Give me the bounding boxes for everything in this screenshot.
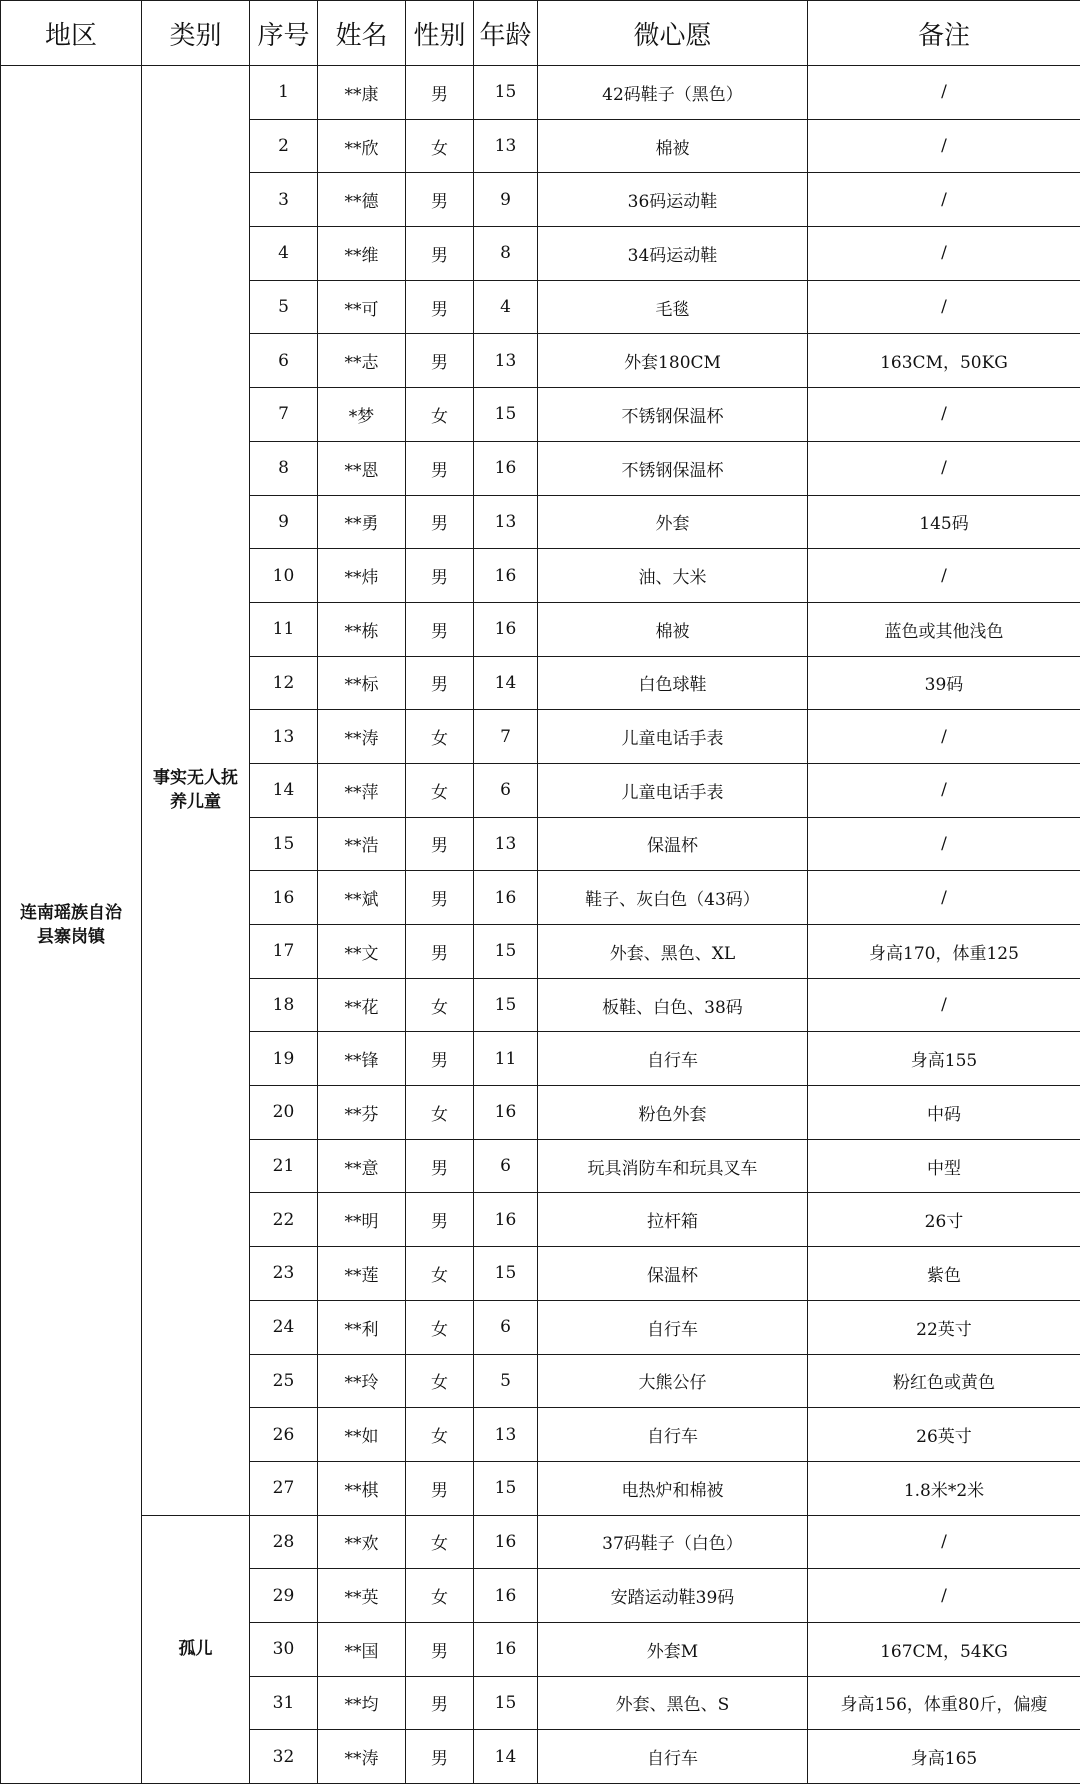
cell-name: **康: [318, 66, 406, 120]
cell-age: 16: [474, 441, 538, 495]
cell-name: **莲: [318, 1247, 406, 1301]
cell-gender: 男: [406, 1730, 474, 1784]
cell-gender: 女: [406, 1569, 474, 1623]
cell-gender: 女: [406, 978, 474, 1032]
cell-index: 12: [250, 656, 318, 710]
cell-gender: 女: [406, 119, 474, 173]
cell-age: 9: [474, 173, 538, 227]
cell-index: 11: [250, 602, 318, 656]
cell-name: **浩: [318, 817, 406, 871]
cell-wish: 儿童电话手表: [538, 763, 808, 817]
header-row: [1, 1, 1080, 66]
cell-age: 7: [474, 710, 538, 764]
cell-remark: /: [808, 66, 1080, 120]
cell-remark: /: [808, 388, 1080, 442]
cell-index: 26: [250, 1408, 318, 1462]
cell-name: **如: [318, 1408, 406, 1462]
cell-remark: 26寸: [808, 1193, 1080, 1247]
cell-name: **意: [318, 1139, 406, 1193]
cell-remark: /: [808, 227, 1080, 281]
cell-gender: 男: [406, 280, 474, 334]
cell-remark: 蓝色或其他浅色: [808, 602, 1080, 656]
cell-gender: 男: [406, 1032, 474, 1086]
cell-gender: 女: [406, 388, 474, 442]
cell-age: 13: [474, 1408, 538, 1462]
cell-age: 16: [474, 1569, 538, 1623]
cell-age: 11: [474, 1032, 538, 1086]
cell-wish: 42码鞋子（黑色）: [538, 66, 808, 120]
cell-gender: 男: [406, 173, 474, 227]
cell-wish: 不锈钢保温杯: [538, 388, 808, 442]
cell-gender: 男: [406, 66, 474, 120]
cell-age: 14: [474, 1730, 538, 1784]
header-remark: 备注: [808, 1, 1080, 66]
cell-index: 7: [250, 388, 318, 442]
cell-remark: 身高156，体重80斤，偏瘦: [808, 1676, 1080, 1730]
cell-name: **锋: [318, 1032, 406, 1086]
cell-name: **芬: [318, 1086, 406, 1140]
cell-wish: 棉被: [538, 602, 808, 656]
cell-gender: 女: [406, 1300, 474, 1354]
cell-name: **勇: [318, 495, 406, 549]
header-category: 类别: [142, 1, 250, 66]
cell-age: 13: [474, 495, 538, 549]
cell-wish: 外套、黑色、S: [538, 1676, 808, 1730]
cell-age: 15: [474, 1247, 538, 1301]
cell-age: 16: [474, 602, 538, 656]
cell-wish: 板鞋、白色、38码: [538, 978, 808, 1032]
cell-name: **棋: [318, 1461, 406, 1515]
cell-name: **均: [318, 1676, 406, 1730]
cell-age: 15: [474, 388, 538, 442]
cell-name: **恩: [318, 441, 406, 495]
cell-remark: 中码: [808, 1086, 1080, 1140]
cell-wish: 粉色外套: [538, 1086, 808, 1140]
cell-gender: 男: [406, 1139, 474, 1193]
cell-index: 24: [250, 1300, 318, 1354]
category-cell: [142, 1515, 250, 1783]
cell-age: 15: [474, 1461, 538, 1515]
cell-age: 6: [474, 1300, 538, 1354]
cell-index: 6: [250, 334, 318, 388]
cell-remark: 145码: [808, 495, 1080, 549]
region-line: 县寨岗镇: [37, 926, 105, 947]
cell-remark: 身高155: [808, 1032, 1080, 1086]
cell-name: **炜: [318, 549, 406, 603]
cell-wish: 不锈钢保温杯: [538, 441, 808, 495]
cell-remark: 身高165: [808, 1730, 1080, 1784]
cell-index: 2: [250, 119, 318, 173]
cell-remark: 26英寸: [808, 1408, 1080, 1462]
cell-wish: 自行车: [538, 1300, 808, 1354]
cell-age: 5: [474, 1354, 538, 1408]
cell-gender: 男: [406, 1461, 474, 1515]
cell-wish: 34码运动鞋: [538, 227, 808, 281]
cell-index: 22: [250, 1193, 318, 1247]
table-row: [1, 1515, 1080, 1569]
cell-index: 8: [250, 441, 318, 495]
header-index: 序号: [250, 1, 318, 66]
category-cell: [142, 66, 250, 1516]
cell-age: 4: [474, 280, 538, 334]
cell-index: 1: [250, 66, 318, 120]
cell-remark: 163CM，50KG: [808, 334, 1080, 388]
cell-remark: 紫色: [808, 1247, 1080, 1301]
cell-remark: 22英寸: [808, 1300, 1080, 1354]
cell-name: **涛: [318, 1730, 406, 1784]
cell-index: 14: [250, 763, 318, 817]
cell-gender: 男: [406, 549, 474, 603]
header-age: 年龄: [474, 1, 538, 66]
header-wish: 微心愿: [538, 1, 808, 66]
cell-gender: 女: [406, 1354, 474, 1408]
cell-gender: 男: [406, 602, 474, 656]
cell-index: 28: [250, 1515, 318, 1569]
cell-age: 15: [474, 1676, 538, 1730]
cell-wish: 儿童电话手表: [538, 710, 808, 764]
cell-remark: /: [808, 173, 1080, 227]
region-line: 连南瑶族自治: [20, 902, 122, 923]
cell-remark: /: [808, 1515, 1080, 1569]
cell-gender: 女: [406, 1408, 474, 1462]
cell-index: 5: [250, 280, 318, 334]
cell-name: **德: [318, 173, 406, 227]
cell-age: 16: [474, 549, 538, 603]
cell-name: **明: [318, 1193, 406, 1247]
cell-age: 8: [474, 227, 538, 281]
cell-remark: /: [808, 1569, 1080, 1623]
cell-index: 13: [250, 710, 318, 764]
cell-wish: 36码运动鞋: [538, 173, 808, 227]
cell-index: 21: [250, 1139, 318, 1193]
cell-remark: 1.8米*2米: [808, 1461, 1080, 1515]
cell-name: **花: [318, 978, 406, 1032]
cell-wish: 白色球鞋: [538, 656, 808, 710]
cell-index: 31: [250, 1676, 318, 1730]
cell-index: 3: [250, 173, 318, 227]
cell-gender: 女: [406, 710, 474, 764]
cell-name: **文: [318, 925, 406, 979]
cell-index: 19: [250, 1032, 318, 1086]
cell-age: 16: [474, 1193, 538, 1247]
cell-gender: 男: [406, 817, 474, 871]
cell-age: 16: [474, 1622, 538, 1676]
cell-wish: 玩具消防车和玩具叉车: [538, 1139, 808, 1193]
cell-remark: /: [808, 817, 1080, 871]
cell-index: 23: [250, 1247, 318, 1301]
cell-gender: 男: [406, 1676, 474, 1730]
header-name: 姓名: [318, 1, 406, 66]
cell-remark: 身高170，体重125: [808, 925, 1080, 979]
cell-wish: 外套180CM: [538, 334, 808, 388]
cell-age: 16: [474, 1515, 538, 1569]
cell-gender: 女: [406, 1515, 474, 1569]
cell-wish: 自行车: [538, 1730, 808, 1784]
table-row: [1, 66, 1080, 120]
cell-wish: 鞋子、灰白色（43码）: [538, 871, 808, 925]
cell-name: **志: [318, 334, 406, 388]
cell-wish: 毛毯: [538, 280, 808, 334]
cell-wish: 外套M: [538, 1622, 808, 1676]
cell-gender: 女: [406, 1247, 474, 1301]
cell-wish: 安踏运动鞋39码: [538, 1569, 808, 1623]
region-cell: [1, 66, 142, 1784]
header-region: 地区: [1, 1, 142, 66]
cell-wish: 油、大米: [538, 549, 808, 603]
category-line: 孤儿: [178, 1639, 213, 1660]
cell-remark: 粉红色或黄色: [808, 1354, 1080, 1408]
cell-wish: 保温杯: [538, 817, 808, 871]
cell-wish: 自行车: [538, 1032, 808, 1086]
cell-remark: 中型: [808, 1139, 1080, 1193]
cell-name: **栋: [318, 602, 406, 656]
cell-gender: 男: [406, 495, 474, 549]
cell-gender: 男: [406, 656, 474, 710]
cell-remark: /: [808, 763, 1080, 817]
cell-index: 20: [250, 1086, 318, 1140]
header-gender: 性别: [406, 1, 474, 66]
cell-remark: /: [808, 280, 1080, 334]
cell-gender: 男: [406, 227, 474, 281]
cell-age: 15: [474, 978, 538, 1032]
cell-name: *梦: [318, 388, 406, 442]
cell-name: **萍: [318, 763, 406, 817]
cell-name: **欢: [318, 1515, 406, 1569]
cell-remark: /: [808, 978, 1080, 1032]
cell-wish: 保温杯: [538, 1247, 808, 1301]
cell-name: **国: [318, 1622, 406, 1676]
cell-age: 16: [474, 1086, 538, 1140]
category-line: 养儿童: [170, 792, 221, 813]
cell-remark: /: [808, 710, 1080, 764]
cell-index: 30: [250, 1622, 318, 1676]
cell-index: 15: [250, 817, 318, 871]
cell-remark: 167CM，54KG: [808, 1622, 1080, 1676]
cell-wish: 大熊公仔: [538, 1354, 808, 1408]
cell-age: 16: [474, 871, 538, 925]
cell-index: 25: [250, 1354, 318, 1408]
cell-name: **涛: [318, 710, 406, 764]
table-body: [1, 66, 1080, 1784]
cell-age: 15: [474, 66, 538, 120]
cell-wish: 外套: [538, 495, 808, 549]
category-line: 事实无人抚: [153, 768, 238, 789]
cell-index: 9: [250, 495, 318, 549]
cell-name: **可: [318, 280, 406, 334]
cell-age: 14: [474, 656, 538, 710]
cell-age: 6: [474, 763, 538, 817]
cell-age: 6: [474, 1139, 538, 1193]
cell-index: 29: [250, 1569, 318, 1623]
cell-age: 13: [474, 334, 538, 388]
cell-name: **英: [318, 1569, 406, 1623]
cell-age: 13: [474, 119, 538, 173]
cell-wish: 自行车: [538, 1408, 808, 1462]
cell-age: 15: [474, 925, 538, 979]
cell-name: **维: [318, 227, 406, 281]
cell-gender: 女: [406, 1086, 474, 1140]
cell-name: **欣: [318, 119, 406, 173]
cell-remark: /: [808, 441, 1080, 495]
cell-gender: 男: [406, 441, 474, 495]
cell-name: **斌: [318, 871, 406, 925]
cell-remark: /: [808, 119, 1080, 173]
cell-gender: 女: [406, 763, 474, 817]
cell-remark: /: [808, 871, 1080, 925]
cell-wish: 外套、黑色、XL: [538, 925, 808, 979]
cell-index: 18: [250, 978, 318, 1032]
cell-index: 4: [250, 227, 318, 281]
cell-gender: 男: [406, 334, 474, 388]
cell-wish: 37码鞋子（白色）: [538, 1515, 808, 1569]
cell-gender: 男: [406, 1622, 474, 1676]
cell-index: 27: [250, 1461, 318, 1515]
cell-remark: /: [808, 549, 1080, 603]
cell-gender: 男: [406, 1193, 474, 1247]
cell-age: 13: [474, 817, 538, 871]
cell-wish: 棉被: [538, 119, 808, 173]
cell-index: 10: [250, 549, 318, 603]
cell-gender: 男: [406, 925, 474, 979]
cell-wish: 电热炉和棉被: [538, 1461, 808, 1515]
cell-gender: 男: [406, 871, 474, 925]
cell-name: **玲: [318, 1354, 406, 1408]
cell-name: **标: [318, 656, 406, 710]
cell-index: 32: [250, 1730, 318, 1784]
cell-remark: 39码: [808, 656, 1080, 710]
cell-name: **利: [318, 1300, 406, 1354]
cell-wish: 拉杆箱: [538, 1193, 808, 1247]
cell-index: 16: [250, 871, 318, 925]
cell-index: 17: [250, 925, 318, 979]
